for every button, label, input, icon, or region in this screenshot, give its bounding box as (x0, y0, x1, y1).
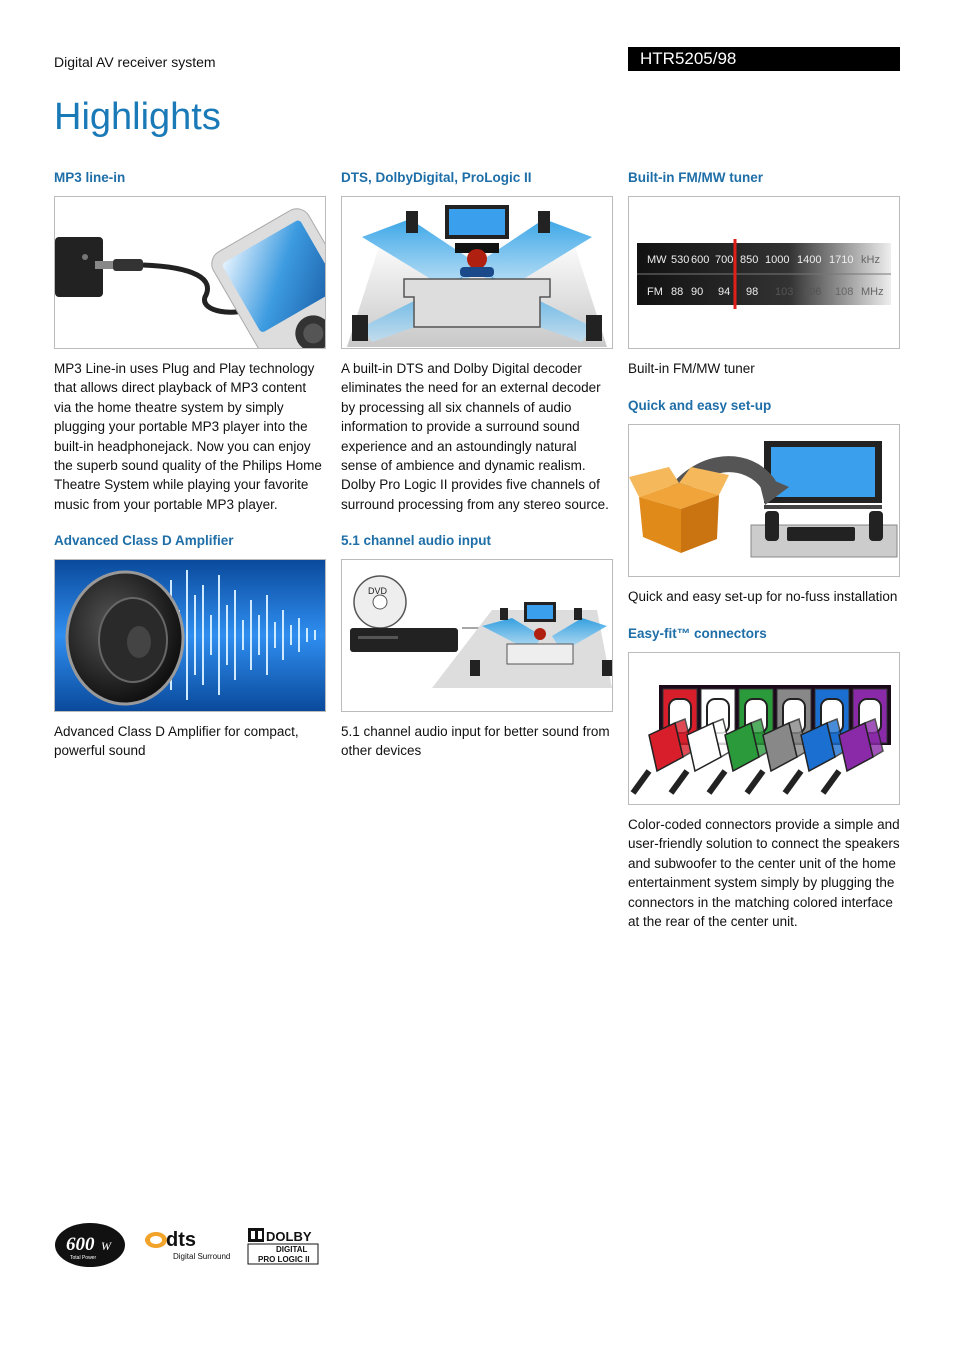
section-body: Color-coded connectors provide a simple and user-friendly solution to connect the speakers and subwoofer to the center unit of the home entertainment system simply by plugging the connectors in the matching colored interface at the rear of the center unit. (628, 817, 900, 930)
logo-row (54, 1222, 324, 1275)
mw-value: 1400 (797, 254, 822, 266)
mw-band-label: MW (647, 254, 667, 266)
power-unit: W (101, 1239, 111, 1253)
page-title: Highlights (54, 96, 221, 138)
mw-unit: kHz (861, 254, 880, 266)
mw-value: 700 (715, 254, 734, 266)
setup-image (628, 424, 900, 577)
section-tuner (628, 170, 900, 378)
section-channel (341, 533, 613, 761)
dolby-line2: PRO LOGIC II (258, 1255, 310, 1264)
dvd-label: DVD (368, 586, 388, 596)
fm-value: 106 (803, 286, 822, 298)
section-body: Built-in FM/MW tuner (628, 361, 755, 376)
column-middle (341, 170, 613, 759)
dolby-line1: DIGITAL (276, 1245, 308, 1254)
section-heading: Easy-fit™ connectors (628, 626, 767, 641)
connector-plug (633, 719, 693, 793)
section-body: A built-in DTS and Dolby Digital decoder eliminates the need for an external decoder by processing all six channels of audio information to provide a surround sound experience and an astoundingly natural sense of ambience and dynamic realism. Dolby Pro Logic II provides five channels of surround processing from any stereo source. (341, 361, 609, 512)
amplifier-image (54, 559, 326, 712)
model-number-banner: HTR5205/98 (628, 47, 900, 71)
section-body: Advanced Class D Amplifier for compact, powerful sound (54, 724, 299, 759)
dts-logo (145, 1229, 230, 1261)
surround-sound-image (341, 196, 613, 349)
fm-value: 90 (691, 286, 704, 298)
fm-value: 94 (718, 286, 731, 298)
section-heading: Built-in FM/MW tuner (628, 170, 763, 185)
dts-word: dts (166, 1229, 196, 1251)
fm-value: 98 (746, 286, 759, 298)
connectors-image (628, 652, 900, 805)
column-right (628, 170, 900, 930)
mw-value: 850 (740, 254, 759, 266)
section-dts (341, 170, 613, 514)
column-left (54, 170, 326, 759)
mw-value: 600 (691, 254, 710, 266)
channel-input-image (341, 559, 613, 712)
power-subtext: Total Power (70, 1255, 97, 1261)
section-easyfit (628, 626, 900, 931)
mp3-image (54, 196, 326, 349)
section-body: Quick and easy set-up for no-fuss installation (628, 589, 898, 604)
section-heading: DTS, DolbyDigital, ProLogic II (341, 170, 532, 185)
document-subtitle: Digital AV receiver system (54, 54, 216, 70)
power-value: 600 (66, 1234, 95, 1255)
tuner-image (628, 196, 900, 349)
fm-value: 108 (835, 286, 854, 298)
mw-value: 530 (671, 254, 690, 266)
mw-value: 1000 (765, 254, 790, 266)
section-body: 5.1 channel audio input for better sound from other devices (341, 724, 610, 759)
power-logo (55, 1223, 125, 1267)
section-heading: 5.1 channel audio input (341, 533, 492, 548)
section-heading: Advanced Class D Amplifier (54, 533, 234, 548)
section-heading: Quick and easy set-up (628, 398, 772, 413)
section-amp (54, 533, 326, 761)
section-setup (628, 398, 900, 606)
connectors-illustration (629, 653, 899, 804)
section-body: MP3 Line-in uses Plug and Play technology that allows direct playback of MP3 content via the home theatre system by simply plugging your portable MP3 player into the built-in headphonejack. Now you can enjoy the superb sound quality of the Philips Home Theatre System while playing your favorite music from your portable MP3 player. (54, 361, 322, 512)
fm-value: 88 (671, 286, 684, 298)
dolby-logo (248, 1228, 318, 1264)
section-mp3 (54, 170, 326, 514)
fm-unit: MHz (861, 286, 884, 298)
dts-subtext: Digital Surround (173, 1252, 231, 1261)
fm-band-label: FM (647, 286, 663, 298)
fm-value: 103 (775, 286, 794, 298)
mw-value: 1710 (829, 254, 854, 266)
dolby-word: DOLBY (266, 1229, 312, 1244)
section-heading: MP3 line-in (54, 170, 126, 185)
